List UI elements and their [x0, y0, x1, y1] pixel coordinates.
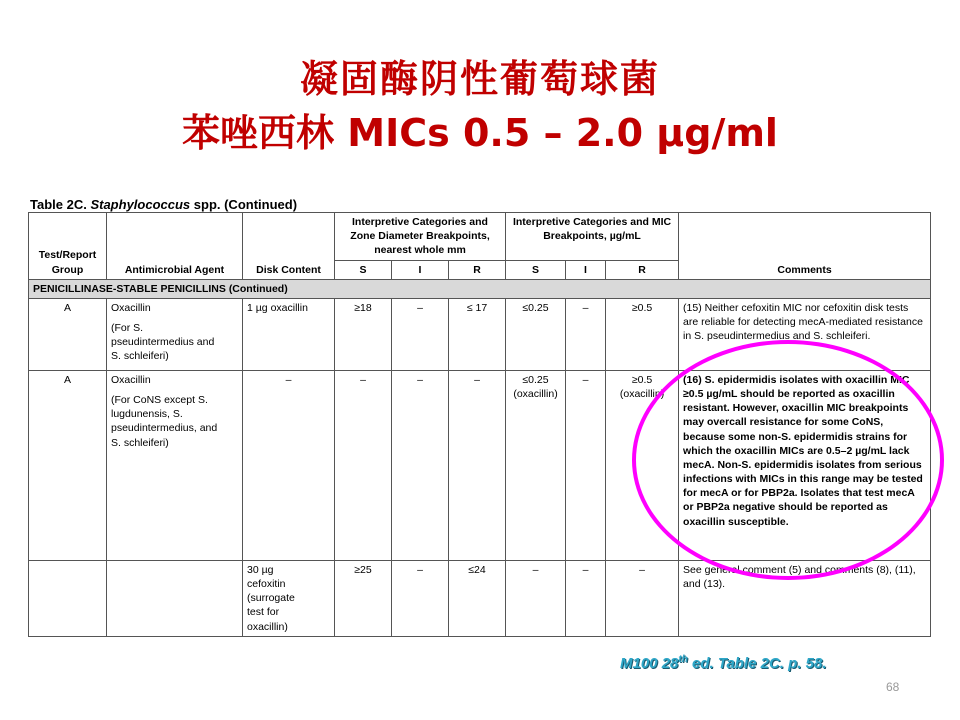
row3-disk: 30 µg cefoxitin (surrogate test for oxacillin) — [243, 560, 335, 636]
table-row — [29, 298, 931, 370]
row2-comment: (16) S. epidermidis isolates with oxacillin MIC ≥0.5 µg/mL should be reported as oxacillin resistant. However, oxacillin MIC breakpoints may overcall resistance for some CoNS, because some non-S. epidermidis strains for which the oxacillin MICs are 0.5–2 µg/mL lack mecA. Non-S. epidermidis isolates from serious infections with MICs in this range may be tested for mecA or for PBP2a. Isolates that test mecA or PBP2a negative should be reported as oxacillin susceptible. — [679, 370, 931, 560]
breakpoint-table — [28, 212, 931, 637]
row3-zone-s: ≥25 — [335, 560, 392, 636]
row2-mic-i: – — [566, 370, 606, 560]
row3-zone-i: – — [392, 560, 449, 636]
header-zone: Interpretive Categories and Zone Diameter Breakpoints, nearest whole mm — [335, 213, 506, 261]
reference-citation: M100 28th ed. Table 2C. p. 58. — [620, 654, 827, 672]
header-zone-r: R — [449, 260, 506, 279]
header-disk: Disk Content — [243, 213, 335, 280]
row3-mic-i: – — [566, 560, 606, 636]
row2-agent: Oxacillin (For CoNS except S. lugdunensis, S. pseudintermedius, and S. schleiferi) — [107, 370, 243, 560]
row2-mic-s: ≤0.25 (oxacillin) — [506, 370, 566, 560]
row1-mic-r: ≥0.5 — [606, 298, 679, 370]
row3-comment: See general comment (5) and comments (8), (11), and (13). — [679, 560, 931, 636]
row1-mic-s: ≤0.25 — [506, 298, 566, 370]
row2-zone-r: – — [449, 370, 506, 560]
row1-zone-i: – — [392, 298, 449, 370]
row2-mic-r: ≥0.5 (oxacillin) — [606, 370, 679, 560]
row1-agent: Oxacillin (For S. pseudintermedius and S. schleiferi) — [107, 298, 243, 370]
header-mic-r: R — [606, 260, 679, 279]
row3-agent — [107, 560, 243, 636]
row2-zone-s: – — [335, 370, 392, 560]
row3-zone-r: ≤24 — [449, 560, 506, 636]
row2-disk: – — [243, 370, 335, 560]
header-agent: Antimicrobial Agent — [107, 213, 243, 280]
row3-group — [29, 560, 107, 636]
header-mic-i: I — [566, 260, 606, 279]
row1-group: A — [29, 298, 107, 370]
row1-zone-r: ≤ 17 — [449, 298, 506, 370]
page-number: 68 — [886, 680, 900, 694]
header-mic-s: S — [506, 260, 566, 279]
row1-mic-i: – — [566, 298, 606, 370]
table-caption: Table 2C. Staphylococcus spp. (Continued) — [30, 197, 298, 212]
header-zone-s: S — [335, 260, 392, 279]
header-zone-i: I — [392, 260, 449, 279]
table-row — [29, 560, 931, 636]
slide-title-line2: 苯唑西林 MICs 0.5 – 2.0 µg/ml — [182, 111, 778, 155]
header-mic: Interpretive Categories and MIC Breakpoints, µg/mL — [506, 213, 679, 261]
row1-comment: (15) Neither cefoxitin MIC nor cefoxitin disk tests are reliable for detecting mecA-mediated resistance in S. pseudintermedius and S. schleiferi. — [679, 298, 931, 370]
row3-mic-s: – — [506, 560, 566, 636]
row1-zone-s: ≥18 — [335, 298, 392, 370]
header-comments: Comments — [679, 213, 931, 280]
row2-zone-i: – — [392, 370, 449, 560]
section-header: PENICILLINASE-STABLE PENICILLINS (Continued) — [29, 279, 931, 298]
slide-title-line1: 凝固酶阴性葡萄球菌 — [299, 57, 660, 101]
table-row — [29, 370, 931, 560]
row2-group: A — [29, 370, 107, 560]
row1-disk: 1 µg oxacillin — [243, 298, 335, 370]
row3-mic-r: – — [606, 560, 679, 636]
header-group: Test/Report Group — [29, 213, 107, 280]
